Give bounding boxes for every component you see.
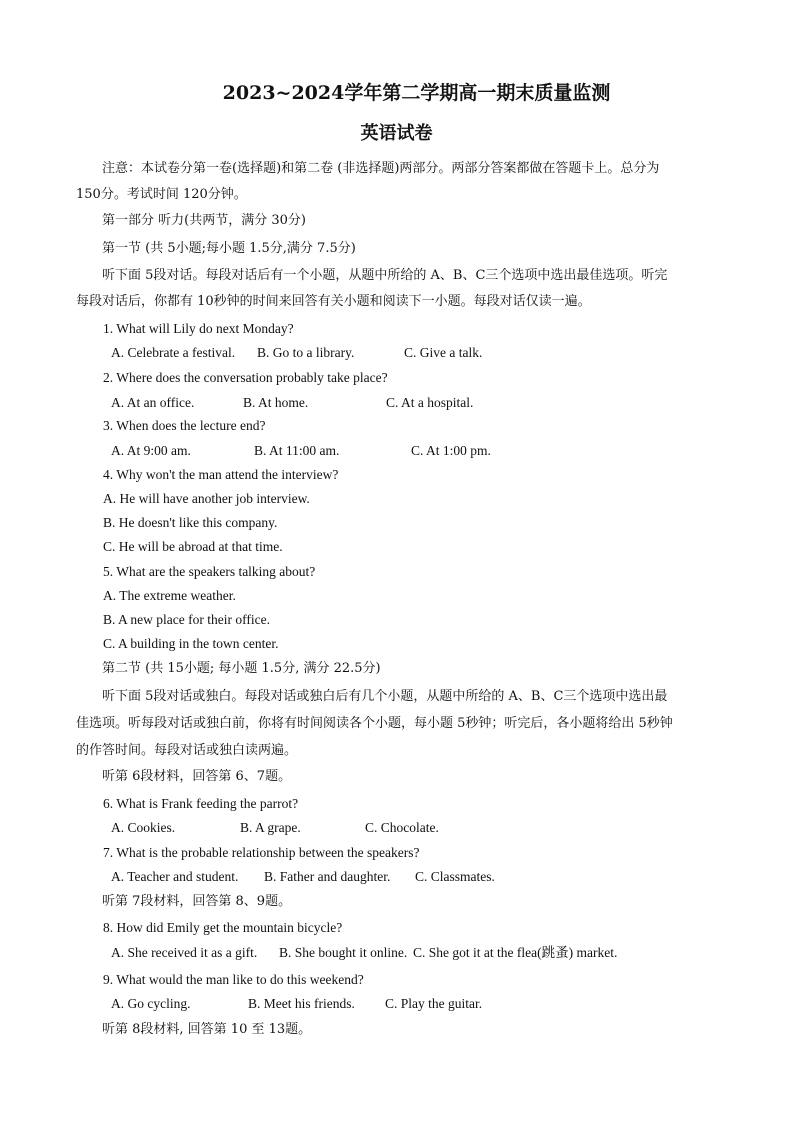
section2-instructions-1: 听下面 5段对话或独白。每段对话或独白后有几个小题，从题中所给的 A、B、C三个选项中选出最	[102, 689, 668, 704]
question-1-stem: 1. What will Lily do next Monday?	[103, 321, 294, 336]
question-4-option-b: B. He doesn't like this company.	[103, 515, 278, 530]
question-6-option-a: A. Cookies.	[111, 820, 176, 835]
question-2-stem: 2. Where does the conversation probably take place?	[103, 370, 388, 385]
question-5-option-a: A. The extreme weather.	[103, 588, 236, 603]
question-2-option-b: B. At home.	[243, 395, 309, 410]
question-3-option-c: C. At 1:00 pm.	[411, 443, 491, 458]
notice-line-2: 150分。考试时间 120分钟。	[76, 187, 247, 202]
question-6-stem: 6. What is Frank feeding the parrot?	[103, 796, 299, 811]
part1-heading: 第一部分 听力(共两节，满分 30分)	[102, 213, 306, 228]
question-8-stem: 8. How did Emily get the mountain bicycle?	[103, 920, 343, 935]
question-5-stem: 5. What are the speakers talking about?	[103, 564, 316, 579]
question-7-option-c: C. Classmates.	[415, 869, 495, 884]
material-7-heading: 听第 7段材料，回答第 8、9题。	[102, 894, 292, 909]
section1-instructions-2: 每段对话后，你都有 10秒钟的时间来回答有关小题和阅读下一小题。每段对话仅读一遍。	[76, 294, 591, 309]
section2-instructions-2: 佳选项。听每段对话或独白前，你将有时间阅读各个小题，每小题 5秒钟；听完后，各小题将给出 5秒钟	[76, 716, 673, 731]
exam-title: 2023~2024学年第二学期高一期末质量监测	[222, 82, 611, 104]
section2-instructions-3: 的作答时间。每段对话或独白读两遍。	[76, 743, 298, 758]
section2-heading: 第二节 (共 15小题; 每小题 1.5分, 满分 22.5分)	[102, 661, 381, 676]
notice-line-1: 注意：本试卷分第一卷(选择题)和第二卷 (非选择题)两部分。两部分答案都做在答题卡上。总分为	[102, 161, 660, 176]
question-6-option-b: B. A grape.	[240, 820, 301, 835]
question-7-stem: 7. What is the probable relationship between the speakers?	[103, 845, 420, 860]
question-9-stem: 9. What would the man like to do this weekend?	[103, 972, 364, 987]
question-9-option-b: B. Meet his friends.	[248, 996, 355, 1011]
question-2-option-c: C. At a hospital.	[386, 395, 474, 410]
material-6-heading: 听第 6段材料，回答第 6、7题。	[102, 769, 292, 784]
question-5-option-b: B. A new place for their office.	[103, 612, 270, 627]
question-4-option-c: C. He will be abroad at that time.	[103, 539, 283, 554]
question-8-option-b: B. She bought it online.	[279, 945, 408, 960]
question-3-option-b: B. At 11:00 am.	[254, 443, 340, 458]
question-1-option-b: B. Go to a library.	[257, 345, 355, 360]
question-4-option-a: A. He will have another job interview.	[103, 491, 310, 506]
question-3-option-a: A. At 9:00 am.	[111, 443, 191, 458]
question-7-option-a: A. Teacher and student.	[111, 869, 239, 884]
section1-instructions-1: 听下面 5段对话。每段对话后有一个小题，从题中所给的 A、B、C三个选项中选出最佳选项。听完	[102, 268, 668, 283]
question-9-option-a: A. Go cycling.	[111, 996, 191, 1011]
question-8-option-c: C. She got it at the flea(跳蚤) market.	[413, 945, 618, 960]
section1-heading: 第一节 (共 5小题;每小题 1.5分,满分 7.5分)	[102, 241, 356, 256]
material-8-heading: 听第 8段材料, 回答第 10 至 13题。	[102, 1022, 312, 1037]
question-7-option-b: B. Father and daughter.	[264, 869, 391, 884]
question-4-stem: 4. Why won't the man attend the interview?	[103, 467, 339, 482]
question-5-option-c: C. A building in the town center.	[103, 636, 279, 651]
question-1-option-c: C. Give a talk.	[404, 345, 483, 360]
exam-subtitle: 英语试卷	[360, 123, 433, 144]
question-6-option-c: C. Chocolate.	[365, 820, 439, 835]
question-8-option-a: A. She received it as a gift.	[111, 945, 258, 960]
question-2-option-a: A. At an office.	[111, 395, 195, 410]
question-9-option-c: C. Play the guitar.	[385, 996, 483, 1011]
question-1-option-a: A. Celebrate a festival.	[111, 345, 236, 360]
question-3-stem: 3. When does the lecture end?	[103, 418, 266, 433]
